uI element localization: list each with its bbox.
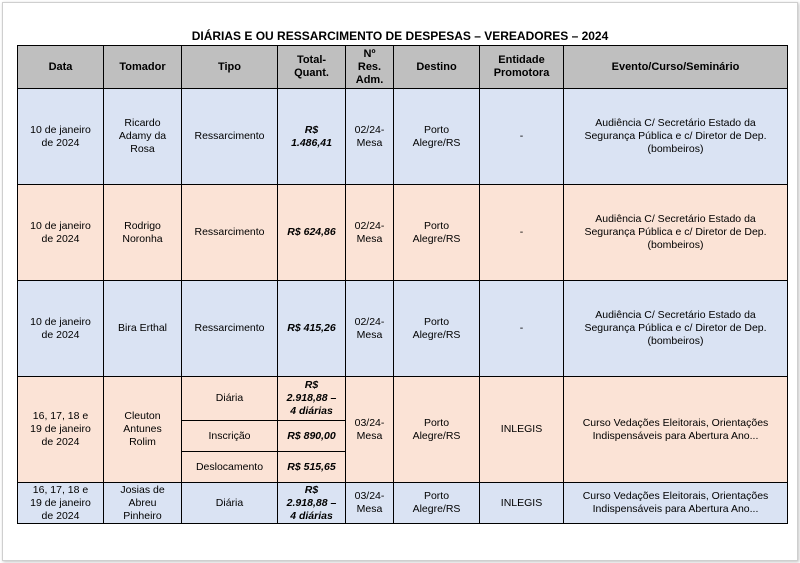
cell-tipo: Ressarcimento bbox=[182, 89, 278, 185]
cell-evento: Curso Vedações Eleitorais, Orientações Indispensáveis para Abertura Ano... bbox=[564, 483, 788, 524]
cell-total: R$ 2.918,88 – 4 diárias bbox=[278, 377, 346, 421]
header-tipo: Tipo bbox=[182, 46, 278, 89]
cell-evento: Curso Vedações Eleitorais, Orientações Indispensáveis para Abertura Ano... bbox=[564, 377, 788, 483]
header-tomador: Tomador bbox=[104, 46, 182, 89]
cell-tomador: Bira Erthal bbox=[104, 281, 182, 377]
cell-data: 10 de janeiro de 2024 bbox=[18, 185, 104, 281]
cell-evento: Audiência C/ Secretário Estado da Segurança Pública e c/ Diretor de Dep. (bombeiros) bbox=[564, 185, 788, 281]
cell-entidade: - bbox=[480, 89, 564, 185]
cell-tomador: Cleuton Antunes Rolim bbox=[104, 377, 182, 483]
cell-tipo: Diária bbox=[182, 483, 278, 524]
cell-res-adm: 02/24- Mesa bbox=[346, 185, 394, 281]
cell-tipo: Ressarcimento bbox=[182, 281, 278, 377]
header-destino: Destino bbox=[394, 46, 480, 89]
header-evento: Evento/Curso/Seminário bbox=[564, 46, 788, 89]
cell-entidade: INLEGIS bbox=[480, 377, 564, 483]
cell-tomador: Josias de Abreu Pinheiro bbox=[104, 483, 182, 524]
cell-destino: Porto Alegre/RS bbox=[394, 377, 480, 483]
cell-tipo: Ressarcimento bbox=[182, 185, 278, 281]
cell-res-adm: 03/24- Mesa bbox=[346, 483, 394, 524]
cell-destino: Porto Alegre/RS bbox=[394, 281, 480, 377]
cell-evento: Audiência C/ Secretário Estado da Segurança Pública e c/ Diretor de Dep. (bombeiros) bbox=[564, 281, 788, 377]
cell-total: R$ 515,65 bbox=[278, 452, 346, 483]
table-row bbox=[18, 185, 788, 281]
table-row bbox=[18, 281, 788, 377]
cell-destino: Porto Alegre/RS bbox=[394, 89, 480, 185]
cell-total: R$ 1.486,41 bbox=[278, 89, 346, 185]
header-entidade: Entidade Promotora bbox=[480, 46, 564, 89]
cell-total: R$ 2.918,88 – 4 diárias bbox=[278, 483, 346, 524]
cell-entidade: - bbox=[480, 281, 564, 377]
cell-data: 16, 17, 18 e 19 de janeiro de 2024 bbox=[18, 377, 104, 483]
cell-entidade: - bbox=[480, 185, 564, 281]
cell-tipo: Deslocamento bbox=[182, 452, 278, 483]
cell-res-adm: 03/24- Mesa bbox=[346, 377, 394, 483]
table-row bbox=[18, 89, 788, 185]
cell-data: 10 de janeiro de 2024 bbox=[18, 89, 104, 185]
table-row bbox=[18, 483, 788, 524]
cell-entidade: INLEGIS bbox=[480, 483, 564, 524]
cell-destino: Porto Alegre/RS bbox=[394, 483, 480, 524]
table-row bbox=[18, 377, 788, 421]
header-res-adm: Nº Res. Adm. bbox=[346, 46, 394, 89]
cell-data: 10 de janeiro de 2024 bbox=[18, 281, 104, 377]
cell-res-adm: 02/24- Mesa bbox=[346, 89, 394, 185]
cell-tomador: Ricardo Adamy da Rosa bbox=[104, 89, 182, 185]
header-data: Data bbox=[18, 46, 104, 89]
cell-tipo: Diária bbox=[182, 377, 278, 421]
cell-total: R$ 624,86 bbox=[278, 185, 346, 281]
cell-total: R$ 890,00 bbox=[278, 421, 346, 452]
header-total: Total- Quant. bbox=[278, 46, 346, 89]
cell-total: R$ 415,26 bbox=[278, 281, 346, 377]
document-page bbox=[2, 2, 798, 561]
document-title: DIÁRIAS E OU RESSARCIMENTO DE DESPESAS – VEREADORES – 2024 bbox=[191, 29, 609, 43]
cell-res-adm: 02/24- Mesa bbox=[346, 281, 394, 377]
cell-tipo: Inscrição bbox=[182, 421, 278, 452]
cell-evento: Audiência C/ Secretário Estado da Segurança Pública e c/ Diretor de Dep. (bombeiros) bbox=[564, 89, 788, 185]
expenses-table bbox=[17, 45, 788, 524]
cell-data: 16, 17, 18 e 19 de janeiro de 2024 bbox=[18, 483, 104, 524]
table-header-row bbox=[18, 46, 788, 89]
cell-destino: Porto Alegre/RS bbox=[394, 185, 480, 281]
cell-tomador: Rodrigo Noronha bbox=[104, 185, 182, 281]
